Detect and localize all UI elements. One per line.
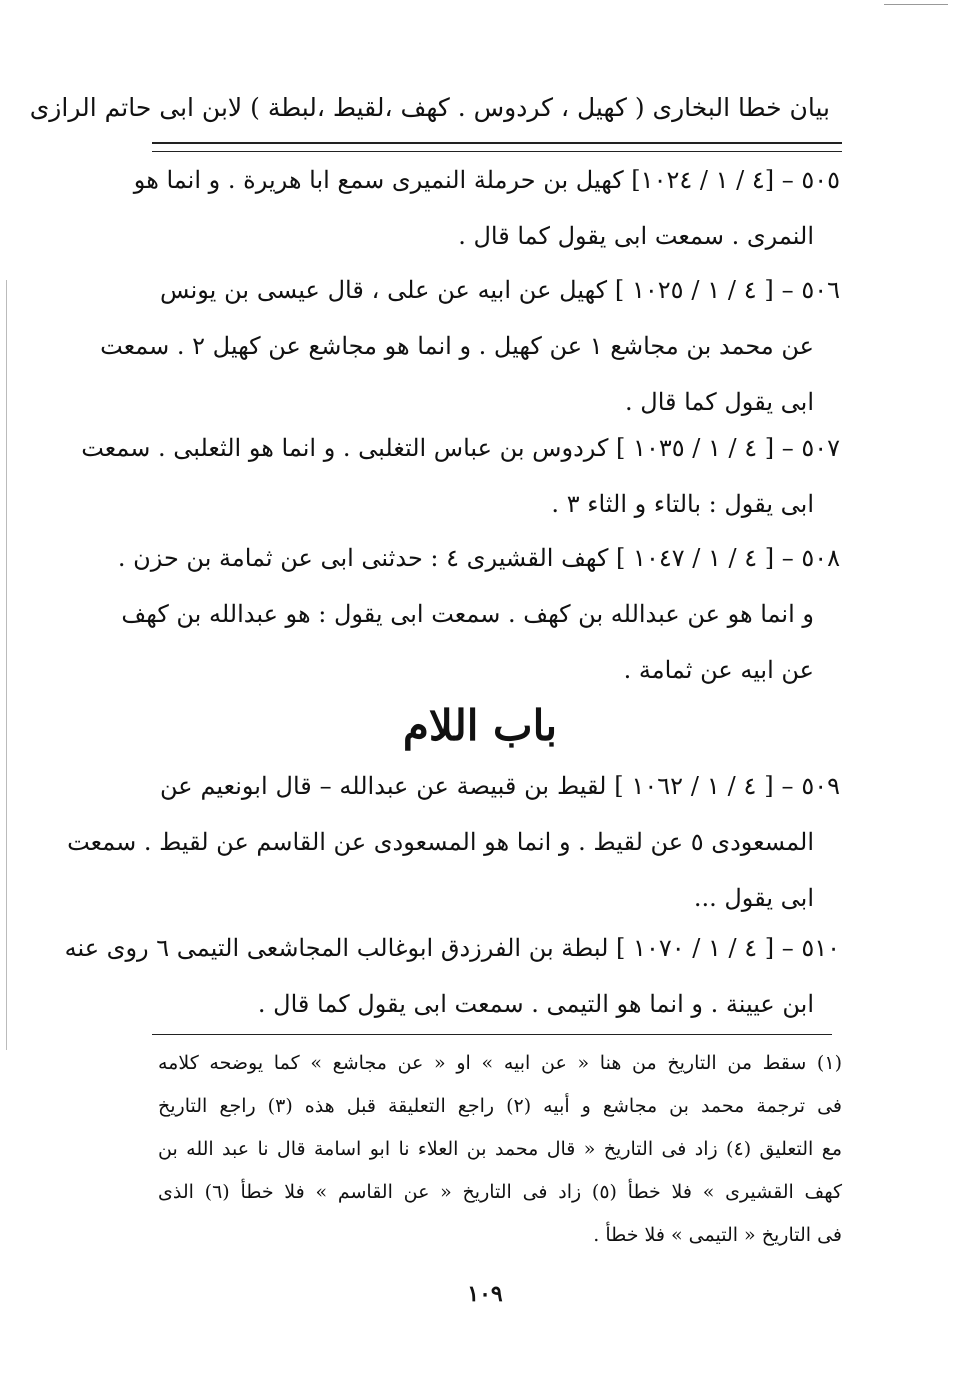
header-rule-thick [152,142,842,144]
entry-507 [81,420,840,532]
corner-rule [884,4,948,5]
entry-line: النمرى . سمعت ابى يقول كما قال . [458,222,814,250]
section-heading: باب اللام [402,701,558,750]
entry-line: ٥٠٩ – [ ٤ / ١ / ١٠٦٢ ] لقيط بن قبيصة عن عبدالله – قال ابونعيم عن [160,772,841,800]
entry-line: ٥٠٧ – [ ٤ / ١ / ١٠٣٥ ] كردوس بن عباس التغلبى . و انما هو الثعلبى . سمعت [81,434,840,462]
entry-line: ٥١٠ – [ ٤ / ١ / ١٠٧٠ ] لبطة بن الفرزدق ابوغالب المجاشعى التيمى ٦ روى عنه [64,934,840,962]
entry-line: ابى يقول ... [693,884,814,912]
entry-line: ابن عيينة . و انما هو التيمى . سمعت ابى يقول كما قال . [257,990,814,1018]
footnote-line: فى ترجمة محمد بن مجاشع و أبيه (٢) راجع التعليقة قبل هذه (٣) راجع التاريخ [158,1095,842,1117]
entry-line: ابى يقول : بالتاء و الثاء ٣ . [551,490,814,518]
footnotes [158,1042,842,1257]
footnote-line: فى التاريخ « التيمى » فلا خطأ . [593,1224,842,1246]
footnote-line: مع التعليق (٤) زاد فى التاريخ « قال محمد بن العلاء نا ابو اسامة قال نا عبد الله بن [158,1138,842,1160]
page-number: ١٠٩ [467,1281,503,1307]
entry-510 [64,920,840,1032]
entry-508 [117,530,840,698]
entry-line: ابى يقول كما قال . [625,388,814,416]
running-header: بيان خطا البخارى ( كهيل ، كردوس . كهف ،لقيط ،لبطة ) لابن ابى حاتم الرازى [29,93,830,122]
entry-line: ٥٠٨ – [ ٤ / ١ / ١٠٤٧ ] كهف القشيرى ٤ : حدثنى ابى عن ثمامة بن حزن . [117,544,840,572]
footnote-separator [152,1034,832,1035]
entry-line: عن ابيه عن ثمامة . [623,656,814,684]
scan-edge-line [6,280,7,1050]
entry-line: ٥٠٦ – [ ٤ / ١ / ١٠٢٥ ] كهيل عن ابيه عن على ، قال عيسى بن يونس [160,276,841,304]
entry-509 [67,758,841,926]
footnote-line: (١) سقط من التاريخ من هنا « عن ابيه » او « عن مجاشع » كما يوضحه كلامه [158,1052,842,1074]
entry-505 [133,152,840,264]
entry-506 [100,262,841,430]
entry-line: و انما هو عن عبدالله بن كهف . سمعت ابى يقول : هو عبدالله بن كهف [121,600,814,628]
entry-line: المسعودى ٥ عن لقيط . و انما هو المسعودى عن القاسم عن لقيط . سمعت [67,828,814,856]
entry-line: ٥٠٥ – [٤ / ١ / ١٠٢٤] كهيل بن حرملة النميرى سمع ابا هريرة . و انما هو [133,166,840,194]
entry-line: عن محمد بن مجاشع ١ عن كهيل . و انما هو مجاشع عن كهيل ٢ . سمعت [100,332,814,360]
footnote-line: كهف القشيرى » فلا خطأ (٥) زاد فى التاريخ « عن القاسم » فلا خطأ (٦) الذى [158,1181,842,1203]
